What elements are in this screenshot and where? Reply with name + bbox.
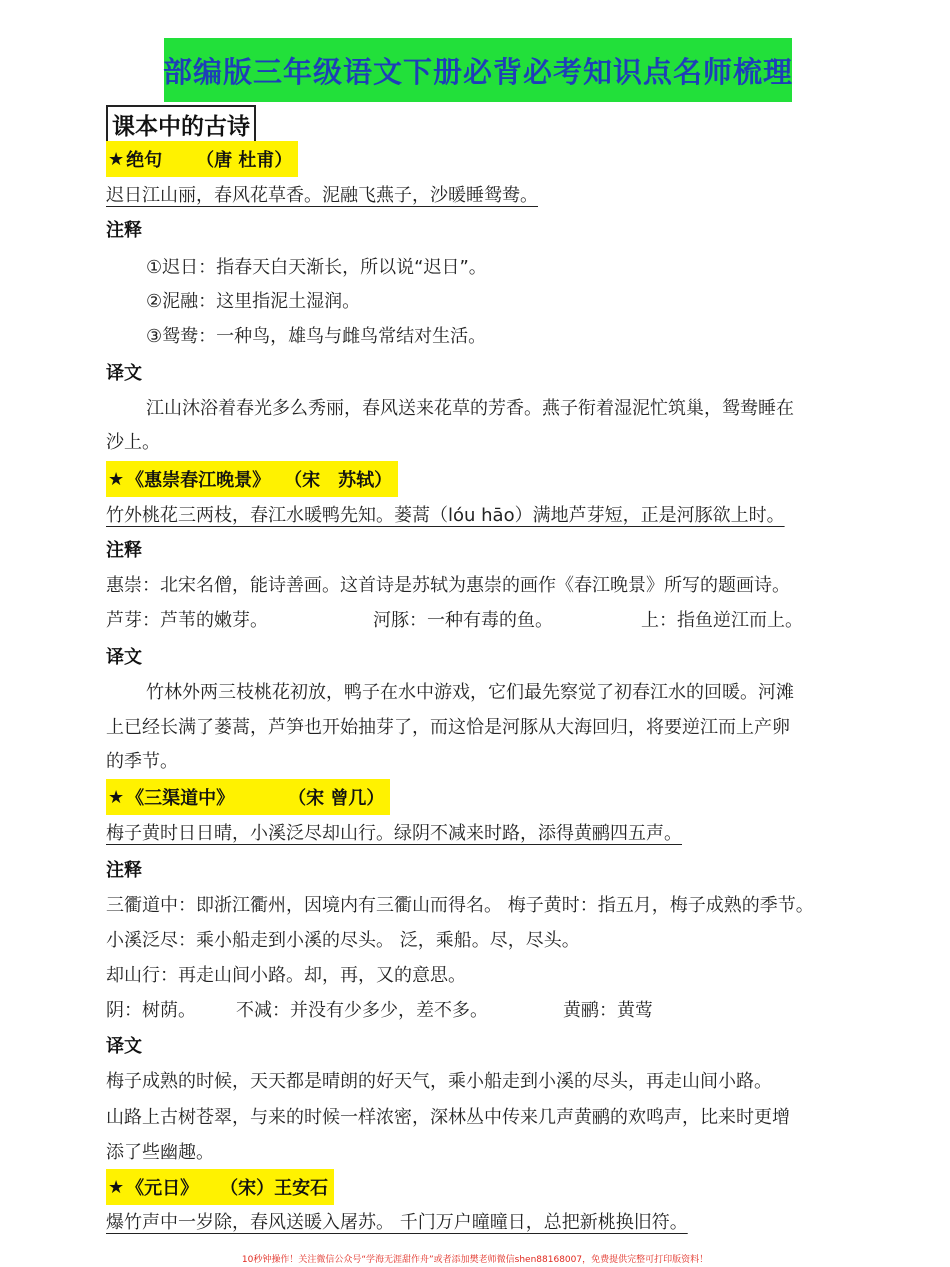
poem-name: 绝句 [126, 150, 163, 171]
note-item: ②泥融：这里指泥土湿润。 [146, 291, 361, 312]
note-item: 阴：树荫。 [106, 1000, 196, 1021]
note-item: ③鸳鸯：一种鸟，雄鸟与雌鸟常结对生活。 [146, 326, 487, 347]
poem-name: 《元日》 [126, 1178, 199, 1199]
translation-line: 沙上。 [106, 432, 160, 453]
poem-heading [106, 461, 398, 497]
star-icon: ★ [108, 786, 125, 808]
translation-line: 添了些幽趣。 [106, 1142, 214, 1163]
translation-line: 的季节。 [106, 751, 178, 772]
poem-author: （唐 杜甫） [196, 150, 293, 171]
note-item: ①迟日：指春天白天渐长，所以说“迟日”。 [146, 257, 487, 278]
note-item: 芦芽：芦苇的嫩芽。 [106, 610, 268, 631]
poem-author: （宋 曾几） [288, 788, 385, 809]
note-item: 却山行：再走山间小路。却，再，又的意思。 [106, 965, 466, 986]
star-icon: ★ [108, 1176, 125, 1198]
note-item: 上：指鱼逆江而上。 [641, 610, 803, 631]
note-item: 不减：并没有少多少，差不多。 [236, 1000, 488, 1021]
footer-notice: 10秒钟操作！关注微信公众号“学海无涯甜作舟”或者添加樊老师微信shen88168007，免费提供完整可打印版资料！ [241, 1255, 709, 1265]
note-item: 河豚：一种有毒的鱼。 [373, 610, 553, 631]
note-item: 惠崇：北宋名僧，能诗善画。这首诗是苏轼为惠崇的画作《春江晚景》所写的题画诗。 [106, 575, 790, 596]
poem-author: （宋）王安石 [220, 1178, 329, 1199]
poem-text: 梅子黄时日日晴，小溪泛尽却山行。绿阴不减来时路，添得黄鹂四五声。 [106, 823, 682, 844]
poem-text: 迟日江山丽，春风花草香。泥融飞燕子，沙暖睡鸳鸯。 [106, 185, 538, 206]
translation-line: 江山沐浴着春光多么秀丽，春风送来花草的芳香。燕子衔着湿泥忙筑巢，鸳鸯睡在 [146, 398, 794, 419]
note-item: 黄鹂：黄莺 [563, 1000, 653, 1021]
page-title: 部编版三年级语文下册必背必考知识点名师梳理 [163, 54, 794, 89]
star-icon: ★ [108, 148, 125, 170]
poem-name: 《惠崇春江晚景》 [126, 470, 271, 491]
translation-line: 梅子成熟的时候，天天都是晴朗的好天气，乘小船走到小溪的尽头，再走山间小路。 [106, 1071, 772, 1092]
page-title-banner [164, 38, 792, 102]
poem-author: （宋 苏轼） [284, 470, 393, 491]
note-item: 三衢道中：即浙江衢州，因境内有三衢山而得名。 梅子黄时：指五月，梅子成熟的季节。 [106, 895, 814, 916]
poem-text: 爆竹声中一岁除，春风送暖入屠苏。 千门万户曈曈日，总把新桃换旧符。 [106, 1212, 688, 1233]
translation-label: 译文 [106, 647, 142, 668]
translation-label: 译文 [106, 1036, 142, 1057]
notes-label: 注释 [106, 540, 142, 561]
note-item: 小溪泛尽：乘小船走到小溪的尽头。 泛，乘船。尽，尽头。 [106, 930, 580, 951]
notes-label: 注释 [106, 220, 142, 241]
poem-heading [106, 1169, 334, 1205]
translation-line: 竹林外两三枝桃花初放，鸭子在水中游戏，它们最先察觉了初春江水的回暖。河滩 [146, 682, 794, 703]
poem-heading [106, 779, 390, 815]
notes-label: 注释 [106, 860, 142, 881]
section-heading: 课本中的古诗 [106, 105, 256, 143]
translation-line: 山路上古树苍翠，与来的时候一样浓密，深林丛中传来几声黄鹂的欢鸣声，比来时更增 [106, 1107, 790, 1128]
poem-name: 《三渠道中》 [126, 788, 235, 809]
poem-heading [106, 141, 298, 177]
translation-label: 译文 [106, 363, 142, 384]
star-icon: ★ [108, 468, 125, 490]
translation-line: 上已经长满了蒌蒿，芦笋也开始抽芽了，而这恰是河豚从大海回归，将要逆江而上产卵 [106, 717, 790, 738]
poem-text: 竹外桃花三两枝，春江水暖鸭先知。蒌蒿（lóu hāo）满地芦芽短，正是河豚欲上时。 [106, 505, 785, 526]
